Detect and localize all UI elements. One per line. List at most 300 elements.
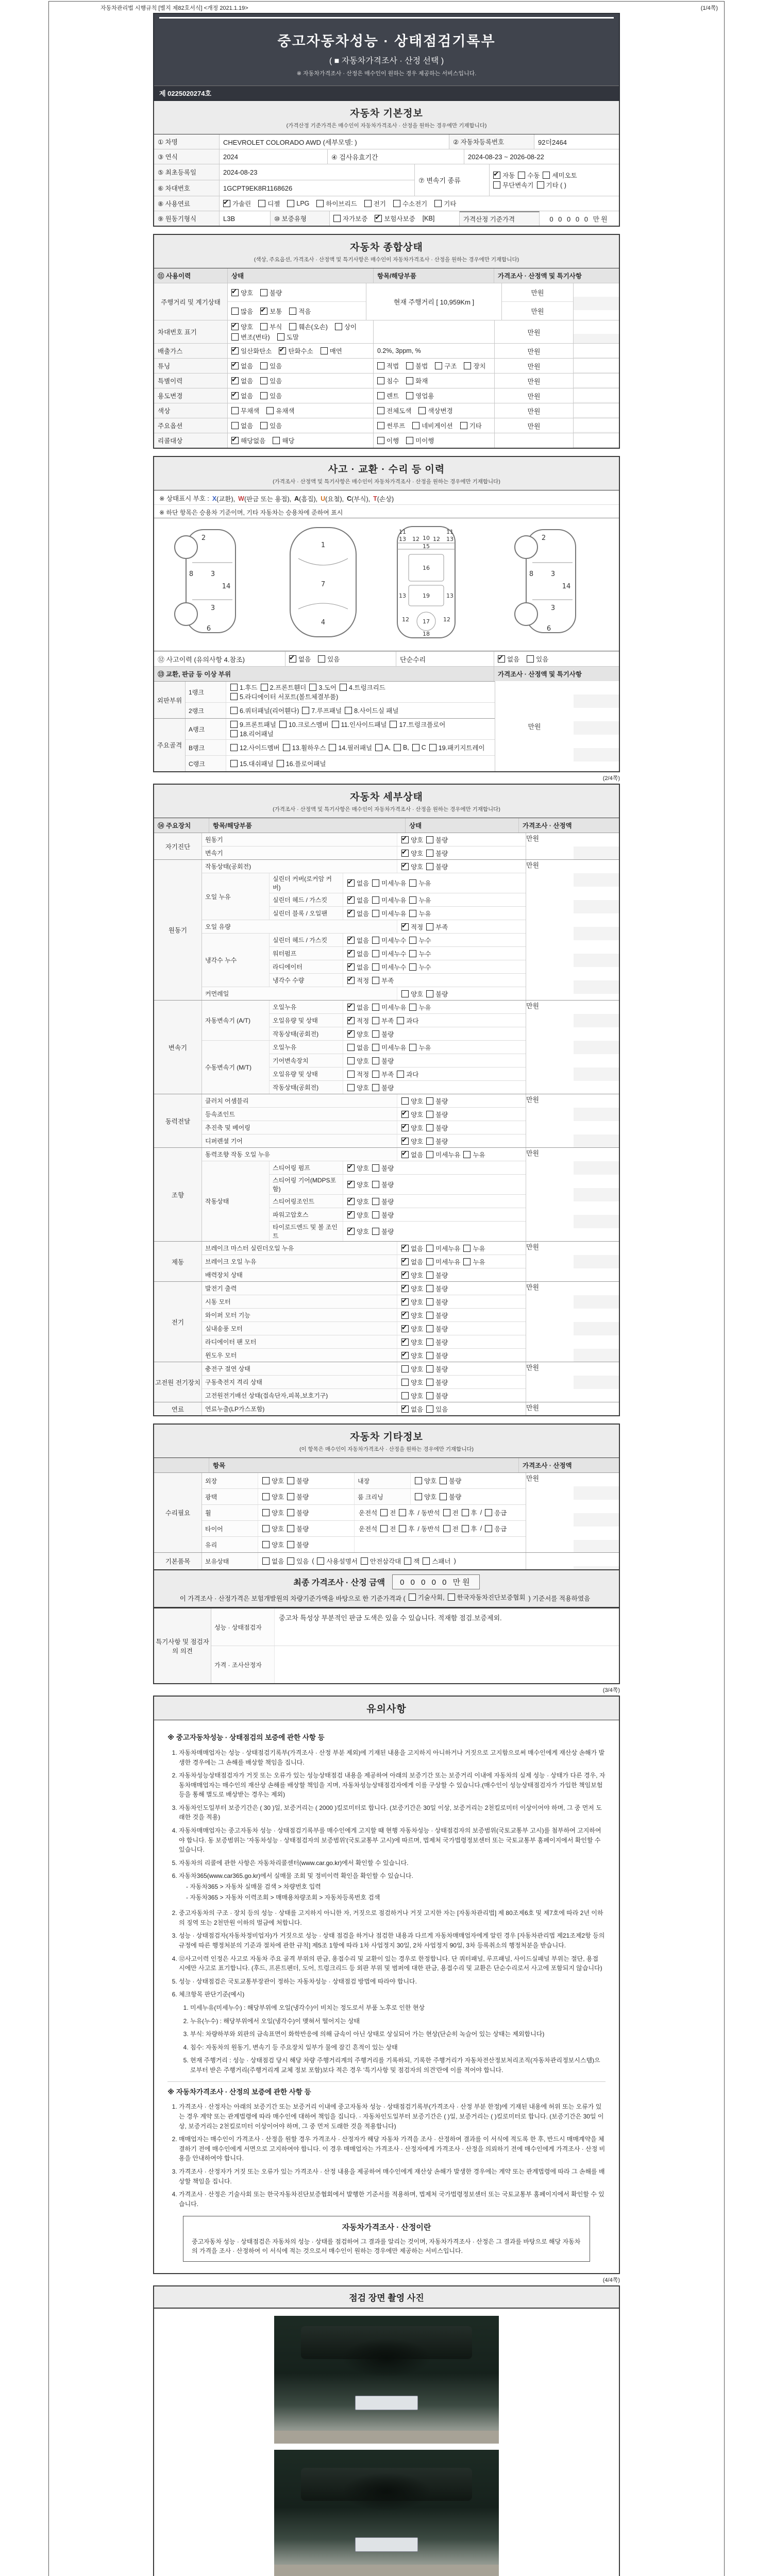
cell-text: (	[312, 1557, 314, 1565]
checked-checkbox-icon	[401, 1272, 409, 1279]
unchecked-checkbox-icon	[440, 1477, 447, 1484]
opinion-group	[154, 1607, 619, 1683]
check-option: 15.대쉬패널	[230, 759, 274, 768]
accident-history-row: ⑫ 사고이력 (유의사항 4.참조) ✔ 없음 있음 단순수리 ✔ 없음 있음	[154, 651, 619, 666]
item-status	[397, 1309, 526, 1321]
unchecked-checkbox-icon	[262, 1509, 270, 1516]
unchecked-checkbox-icon	[372, 1084, 379, 1091]
unchecked-checkbox-icon	[230, 684, 238, 691]
page-mark-2: (2/4쪽)	[602, 775, 620, 782]
notice-item: 3. 성능 · 상태점검자(자동차정비업자)가 거짓으로 성능 · 상태 점검을 하거나 점검한 내용과 다르게 자동차매매업자에게 알린 경우 [자동차관리법 제21조제2항 등의 규정에 따른 행정처분의 기준과 절차에 관한 규칙] 제5조 1항에 따라 1차 사업정지 30일, 2차 사업정지 90일, 3차 등록취소의 행정처분을 받습니다.	[179, 1931, 606, 1950]
cell-text: 운전석	[359, 1526, 378, 1533]
notice-section-head: ※ 중고자동차성능 · 상태점검의 보증에 관한 사항 등	[167, 1734, 325, 1741]
unchecked-checkbox-icon	[372, 1228, 379, 1235]
detail-row	[202, 987, 526, 1000]
table-row: 주요옵션 없음 있음 썬루프 네비게이션 기타 만원	[154, 418, 619, 433]
item-name: 타이로드엔드 및 볼 조인트	[270, 1222, 343, 1241]
svg-text:6: 6	[206, 625, 211, 633]
notice-list	[167, 1908, 606, 2075]
notice-item: 5. 자동차의 리콜에 관한 사항은 자동차리콜센터(www.car.go.kr)에서 확인할 수 있습니다.	[179, 1858, 606, 1868]
table-row: 리콜대상 ✔ 해당없음 해당 이행 미이행	[154, 433, 619, 448]
check-option: 있음	[260, 376, 282, 385]
check-option: 양호	[415, 1476, 436, 1485]
unchecked-checkbox-icon	[260, 323, 267, 330]
unchecked-checkbox-icon	[401, 1365, 409, 1372]
criteria-item: 2. 누유(누수) : 해당부위에서 오일(냉각수)이 맺혀서 떨어지는 상태	[190, 2016, 606, 2026]
check-option: 훼손(오손)	[289, 322, 328, 331]
unchecked-checkbox-icon	[317, 1557, 324, 1565]
unchecked-checkbox-icon	[393, 200, 400, 207]
checked-checkbox-icon	[401, 1405, 409, 1413]
section-other-info	[153, 1423, 620, 1684]
item-name: 브레이크 마스터 실린더오일 누유	[202, 1242, 397, 1255]
detail-row	[270, 893, 526, 906]
unchecked-checkbox-icon	[429, 744, 436, 751]
row-engine-type: ⑨ 원동기형식 L3B ⑩ 보증유형 자가보증 ✔ 보험사보증 [KB] 가격산정 기준가격 0 0 0 0 0 만원	[154, 211, 619, 226]
item-status	[397, 987, 526, 1000]
final-price-note	[154, 1590, 619, 1607]
check-option: 기타 ( )	[537, 180, 566, 190]
check-option: ✔ 양호	[401, 1337, 423, 1347]
row-model-year: ③ 연식 2024 ④ 검사유효기간 2024-08-23 ~ 2026-08-22	[154, 149, 619, 164]
detail-row	[202, 833, 526, 846]
svg-text:17: 17	[423, 618, 430, 625]
detail-row	[270, 1041, 526, 1054]
detail-row	[270, 1221, 526, 1241]
check-option: 전	[443, 1524, 459, 1533]
unchecked-checkbox-icon	[399, 1509, 406, 1516]
checked-checkbox-icon	[347, 1228, 355, 1235]
check-option: 8.사이드실 패널	[345, 706, 398, 715]
item-status	[397, 1242, 526, 1255]
unchecked-checkbox-icon	[397, 1071, 404, 1078]
unchecked-checkbox-icon	[401, 1379, 409, 1386]
item-name: 연료누출(LP가스포함)	[202, 1402, 397, 1415]
item-name: 클러치 어셈블리	[202, 1094, 397, 1107]
check-option: 4.트렁크리드	[340, 683, 385, 692]
item-name: 작동상태(공회전)	[270, 1081, 343, 1094]
unchecked-checkbox-icon	[377, 392, 384, 399]
unchecked-checkbox-icon	[287, 1525, 294, 1532]
check-option: 불량	[440, 1492, 461, 1501]
unchecked-checkbox-icon	[426, 1325, 433, 1332]
check-option: 불량	[426, 862, 448, 871]
unchecked-checkbox-icon	[464, 362, 471, 369]
check-option: 11.인사이드패널	[332, 720, 387, 729]
unchecked-checkbox-icon	[287, 1477, 294, 1484]
check-option: 불량	[440, 1476, 461, 1485]
check-option: 누유	[409, 895, 431, 905]
page-mark-3: (3/4쪽)	[602, 1687, 620, 1693]
check-option: 양호	[401, 1096, 423, 1106]
item-status	[397, 1322, 526, 1335]
unchecked-checkbox-icon	[426, 1124, 433, 1131]
svg-text:18: 18	[423, 631, 430, 637]
check-option: 있음	[260, 391, 282, 400]
check-option: ✔ 양호	[347, 1180, 369, 1189]
unchecked-checkbox-icon	[409, 1594, 416, 1601]
unchecked-checkbox-icon	[401, 1392, 409, 1399]
item-status	[397, 1282, 526, 1295]
final-price-value: 0 0 0 0 0 만원	[392, 1574, 480, 1589]
detail-row	[202, 1282, 526, 1295]
unchecked-checkbox-icon	[401, 990, 409, 997]
svg-text:2: 2	[541, 534, 546, 542]
group-price: 만원	[526, 1094, 574, 1147]
check-option: 누유	[463, 1244, 485, 1253]
detail-subgroup	[202, 1040, 526, 1094]
detail-row	[202, 846, 526, 859]
basic-info-title: 자동차 기본정보	[350, 108, 423, 119]
unchecked-checkbox-icon	[463, 1258, 470, 1265]
check-option: 3.도어	[309, 683, 337, 692]
check-option: ✔ 양호	[401, 1137, 423, 1146]
svg-text:15: 15	[423, 543, 430, 550]
check-option: 미세누유	[426, 1244, 460, 1253]
exchange-header-row: ⑬ 교환, 판금 등 이상 부위 가격조사 · 산정액 및 특기사항	[154, 666, 619, 681]
check-option: 양호	[262, 1540, 284, 1549]
check-option: ✔ 탄화수소	[279, 346, 313, 355]
svg-text:3: 3	[550, 570, 556, 578]
basic-info-note: (가격산정 기준가격은 매수인이 자동차가격조사 · 산정을 원하는 경우에만 기재합니다)	[286, 123, 487, 129]
item-status	[343, 1027, 526, 1040]
item-name: 동력조향 작동 오일 누유	[202, 1148, 397, 1161]
detail-group	[154, 1147, 619, 1241]
unchecked-checkbox-icon	[462, 1525, 469, 1532]
check-option: 불량	[426, 835, 448, 844]
unchecked-checkbox-icon	[372, 1181, 379, 1188]
detail-row	[202, 1335, 526, 1348]
unchecked-checkbox-icon	[380, 1509, 388, 1516]
check-option: 누유	[409, 878, 431, 888]
cell-text: )	[453, 1557, 456, 1565]
notice-item: 2. 중고자동차의 구조 · 장치 등의 성능 · 상태를 고지하지 아니한 자, 거짓으로 점검하거나 거짓 고지한 자는 [자동차관리법] 제 80조제6호 및 제7호에 따라 2년 이하의 징역 또는 2천만원 이하의 벌금에 처합니다.	[179, 1908, 606, 1927]
unchecked-checkbox-icon	[372, 1071, 379, 1078]
item-status	[343, 1175, 526, 1194]
check-option: 7.루프패널	[302, 706, 342, 715]
group-price: 만원	[526, 860, 574, 1000]
check-option: ✔ 양호	[347, 1197, 369, 1206]
opinion-who: 성능 · 상태점검자	[211, 1608, 275, 1646]
row-car-name: ① 차명 CHEVROLET COLORADO AWD (세부모델: ) ② 자동차등록번호 92더2464	[154, 134, 619, 149]
checked-checkbox-icon	[401, 1124, 409, 1131]
other-row	[202, 1504, 526, 1520]
unchecked-checkbox-icon	[426, 1405, 433, 1413]
item-name: 브레이크 오일 누유	[202, 1255, 397, 1268]
check-option: 기타	[460, 421, 482, 430]
checked-checkbox-icon	[347, 1164, 355, 1172]
detail-row	[270, 1001, 526, 1013]
unchecked-checkbox-icon	[333, 215, 341, 222]
check-option: 기술사회,	[409, 1592, 445, 1602]
unchecked-checkbox-icon	[262, 1493, 270, 1500]
checked-checkbox-icon	[347, 1181, 355, 1188]
check-option: 부족	[372, 1070, 394, 1079]
detail-row	[270, 946, 526, 960]
item-name: 유리	[202, 1537, 258, 1552]
check-option: ✔ 해당없음	[231, 436, 265, 445]
status-code: T (손상)	[373, 495, 394, 503]
check-option: 있음	[527, 654, 548, 664]
cell-text: 0.2%, 3ppm, %	[377, 347, 421, 354]
svg-text:1: 1	[321, 541, 326, 549]
check-option: ✔ 없음	[347, 878, 369, 888]
check-option: 적법	[377, 361, 399, 370]
item-name: 커먼레일	[202, 987, 397, 1000]
detail-subgroup	[202, 1001, 526, 1040]
svg-text:13: 13	[446, 592, 453, 599]
checked-checkbox-icon	[347, 879, 355, 887]
check-option: ✔ 양호	[401, 849, 423, 858]
detail-group	[154, 833, 619, 859]
simple-repair-options	[494, 652, 619, 666]
unchecked-checkbox-icon	[434, 200, 442, 207]
check-option: LPG	[287, 200, 309, 207]
check-option: ✔ 양호	[231, 322, 253, 331]
check-option: 13.휠하우스	[283, 743, 326, 752]
page-mark-1: (1/4쪽)	[700, 5, 718, 11]
other-table-body	[154, 1472, 619, 1569]
rank-table-body	[154, 681, 619, 771]
unchecked-checkbox-icon	[260, 362, 267, 369]
item-name: 외장	[202, 1473, 258, 1488]
detail-row	[202, 1321, 526, 1335]
item-name: 파워고압호스	[270, 1208, 343, 1221]
item-status	[343, 893, 526, 906]
unchecked-checkbox-icon	[289, 323, 296, 330]
warranty-type-options	[330, 211, 460, 226]
check-option: ✔ 일산화탄소	[231, 346, 272, 355]
check-option: 미세누유	[372, 1043, 406, 1052]
svg-text:3: 3	[550, 604, 556, 612]
unchecked-checkbox-icon	[231, 308, 239, 315]
item-status	[397, 860, 526, 873]
opinion-who: 가격 · 조사산정자	[211, 1646, 275, 1683]
detail-row	[202, 1308, 526, 1321]
check-option: 양호	[415, 1492, 436, 1501]
unchecked-checkbox-icon	[340, 684, 347, 691]
item-name: 변속기	[202, 846, 397, 859]
checked-checkbox-icon	[493, 172, 500, 179]
detail-header-row: ⑭ 주요장치 항목/해당부품 상태 가격조사 · 산정액	[154, 818, 619, 833]
unchecked-checkbox-icon	[409, 896, 416, 904]
other-header-row: 항목 가격조사 · 산정액	[154, 1458, 619, 1472]
status-code-legend: ※ 상태표시 부호 : X (교환), W (판금 또는 용접), A (흠집), U (요철), C (부식), T (손상)	[154, 490, 619, 505]
detail-row	[270, 1013, 526, 1027]
criteria-item: 1. 미세누유(미세누수) : 해당부위에 오일(냉각수)이 비치는 정도로서 부품 노후로 인한 현상	[190, 2003, 606, 2013]
unchecked-checkbox-icon	[406, 437, 413, 444]
check-option: ✔ 없음	[498, 654, 519, 664]
unchecked-checkbox-icon	[283, 744, 290, 751]
item-name: 배력장치 상태	[202, 1268, 397, 1281]
detail-table-body	[154, 833, 619, 1415]
item-status	[397, 1349, 526, 1362]
unchecked-checkbox-icon	[372, 1044, 379, 1051]
legend-line2: ※ 하단 항목은 승용차 기준이며, 기타 자동차는 승용차에 준하여 표시	[154, 505, 619, 518]
unchecked-checkbox-icon	[335, 323, 342, 330]
check-option: ✔ 양호	[401, 1110, 423, 1119]
check-option: ✔ 양호	[401, 835, 423, 844]
check-option: ✔ 적정	[347, 976, 369, 985]
unchecked-checkbox-icon	[364, 200, 372, 207]
item-status	[397, 1389, 526, 1402]
device-name: 제동	[154, 1242, 202, 1281]
check-option: 사용설명서	[317, 1556, 357, 1566]
item-status	[343, 1014, 526, 1027]
svg-text:11: 11	[399, 529, 406, 535]
unchecked-checkbox-icon	[347, 1071, 355, 1078]
cell-text: [KB]	[422, 215, 435, 222]
unchecked-checkbox-icon	[462, 1509, 469, 1516]
checked-checkbox-icon	[401, 1325, 409, 1332]
check-option: 세미오토	[543, 171, 577, 180]
detail-row	[270, 1174, 526, 1194]
unchecked-checkbox-icon	[262, 1557, 270, 1565]
rank-price: 만원	[495, 681, 574, 771]
unchecked-checkbox-icon	[372, 1030, 379, 1038]
unchecked-checkbox-icon	[302, 707, 309, 714]
detail-row	[202, 1268, 526, 1281]
check-option: 없음	[347, 1043, 369, 1052]
rank-row: C랭크 15.대쉬패널 16.플로어패널	[186, 755, 495, 771]
unchecked-checkbox-icon	[406, 362, 413, 369]
opinion-text	[275, 1646, 619, 1683]
unchecked-checkbox-icon	[321, 347, 328, 354]
notice-section-head: ※ 자동차가격조사 · 산정의 보증에 관한 사항 등	[167, 2081, 606, 2099]
check-option: ✔ 없음	[347, 949, 369, 958]
item-status	[343, 1081, 526, 1094]
group-price: 만원	[526, 1148, 574, 1241]
unchecked-checkbox-icon	[287, 1557, 294, 1565]
check-option: 누수	[409, 936, 431, 945]
device-name: 전기	[154, 1282, 202, 1362]
unchecked-checkbox-icon	[394, 744, 401, 751]
unchecked-checkbox-icon	[372, 910, 379, 917]
svg-text:12: 12	[433, 536, 440, 543]
check-option: 미세누유	[372, 895, 406, 905]
check-option: 미세누수	[372, 936, 406, 945]
unchecked-checkbox-icon	[543, 172, 550, 179]
notice-item: 1. 가격조사 · 산정자는 아래의 보증기간 또는 보증거리 이내에 중고자동차 성능 · 상태점검기록부(가격조사 · 산정 부분 한정)에 기재된 내용에 허위 또는 오류가 있는 경우 계약 또는 관계법령에 따라 매수인에 대하여 책임을 집니다. · 자동차인도일부터 보증기간은 ( )일, 보증거리는 ( )킬로미터로 합니다. (보증기간은 30일 이상, 보증거리는 2천킬로미터 이상이어야 하며, 그 중 먼저 도래한 것을 적용합니다)	[179, 2102, 606, 2131]
detail-group	[154, 1094, 619, 1147]
final-price-row	[154, 1569, 619, 1590]
unchecked-checkbox-icon	[409, 963, 416, 971]
item-name: 고전원전기배선 상태(접속단자,피복,보호기구)	[202, 1389, 397, 1402]
notice-body	[154, 1720, 619, 2273]
checked-checkbox-icon	[279, 347, 286, 354]
svg-text:3: 3	[210, 570, 215, 578]
svg-text:10: 10	[423, 535, 430, 541]
device-name: 원동기	[154, 860, 202, 1000]
item-name: 등속죠인트	[202, 1108, 397, 1121]
check-option: 누유	[409, 1043, 431, 1052]
detail-row	[270, 1054, 526, 1067]
group-price: 만원	[526, 1282, 574, 1362]
check-option: 19.패키지트레이	[429, 743, 485, 752]
detail-group	[154, 859, 619, 1000]
unchecked-checkbox-icon	[537, 181, 544, 189]
check-option: 12.사이드멤버	[230, 743, 280, 752]
svg-text:11: 11	[446, 529, 453, 535]
unchecked-checkbox-icon	[287, 1541, 294, 1548]
item-status	[343, 1195, 526, 1208]
check-option: 무채색	[231, 406, 259, 415]
item-status	[397, 1134, 526, 1147]
notice-item: 6. 자동차365(www.car365.go.kr)에서 실매물 조회 및 정비이력 확인을 확인할 수 있습니다. - 자동차365 > 자동차 실매물 검색 > 차량번호 입력 - 자동차365 > 자동차 이력조회 > 매매용차량조회 > 자동차등록번호 검색	[179, 1871, 606, 1902]
check-option: 불량	[426, 1123, 448, 1132]
item-status	[343, 947, 526, 960]
item-name: 실린더 커버(로커암 커버)	[270, 873, 343, 893]
item-name: 타이어	[202, 1521, 258, 1536]
notice-subitem: - 자동차365 > 자동차 이력조회 > 매매용차량조회 > 자동차등록번호 검색	[186, 1893, 380, 1901]
check-option: 불량	[426, 1297, 448, 1307]
unchecked-checkbox-icon	[426, 1285, 433, 1292]
unchecked-checkbox-icon	[372, 977, 379, 984]
unchecked-checkbox-icon	[372, 1057, 379, 1064]
checked-checkbox-icon	[231, 347, 239, 354]
check-option: 디젤	[258, 199, 280, 208]
cell-text: ) 기준서를 적용하였음	[528, 1595, 591, 1602]
check-option: 후	[399, 1524, 414, 1533]
section-notices	[153, 1696, 620, 2274]
device-name: 연료	[154, 1402, 202, 1415]
item-status	[343, 1067, 526, 1080]
checked-checkbox-icon	[401, 1151, 409, 1158]
check-option: 1.후드	[230, 683, 258, 692]
accident-history-options	[285, 652, 396, 666]
check-option: ✔ 없음	[401, 1404, 423, 1414]
unchecked-checkbox-icon	[409, 1044, 416, 1051]
detail-row	[270, 1208, 526, 1221]
check-option: 불량	[426, 1284, 448, 1293]
inspection-photo-2	[274, 2450, 499, 2576]
item-status	[397, 833, 526, 846]
check-option: 양호	[262, 1476, 284, 1485]
check-option: 없음	[231, 421, 253, 430]
device-name: 고전원 전기장치	[154, 1362, 202, 1402]
check-option: 16.플로어패널	[277, 759, 326, 768]
unchecked-checkbox-icon	[230, 744, 238, 751]
rank-row: 1랭크 1.후드 2.프론트휀더 3.도어 4.트렁크리드 5.라디에이터 서포트(볼트체결부품)	[186, 682, 495, 702]
unchecked-checkbox-icon	[443, 1525, 450, 1532]
unchecked-checkbox-icon	[426, 1138, 433, 1145]
checked-checkbox-icon	[347, 1211, 355, 1218]
table-row: 주행거리 및 계기상태 ✔ 양호 불량 많음 ✔ 보통 적음 현재 주행거리 [ 10,959Km ] 만원 만원	[154, 283, 619, 320]
check-option: 6.쿼터패널(리어휀다)	[230, 706, 299, 715]
check-option: 부족	[372, 1016, 394, 1025]
unchecked-checkbox-icon	[426, 850, 433, 857]
document-number: 제 0225020274호	[154, 86, 619, 100]
unchecked-checkbox-icon	[372, 1198, 379, 1205]
unchecked-checkbox-icon	[266, 407, 274, 414]
unchecked-checkbox-icon	[380, 1525, 388, 1532]
check-option: 하이브리드	[316, 199, 357, 208]
detail-group	[154, 1402, 619, 1415]
opinion-label: 특기사항 및 점검자의 의견	[154, 1608, 211, 1683]
check-option: 없음	[262, 1556, 284, 1566]
check-option: ✔ 적정	[401, 922, 423, 931]
unchecked-checkbox-icon	[377, 437, 384, 444]
check-option: 불량	[426, 1311, 448, 1320]
svg-text:14: 14	[222, 583, 231, 590]
check-option: 있음	[318, 654, 340, 664]
svg-text:8: 8	[529, 570, 534, 578]
checked-checkbox-icon	[401, 1245, 409, 1252]
unchecked-checkbox-icon	[443, 1509, 450, 1516]
rank-group: 외판부위 1랭크 1.후드 2.프론트휀더 3.도어 4.트렁크리드 5.라디에이터 서포트(볼트체결부품) 2랭크 6.쿼터패널(리어휀다) 7.루프패널 8.사이드실 패널	[154, 681, 495, 718]
check-option: ✔ 보험사보증	[375, 214, 415, 223]
device-name: 조향	[154, 1148, 202, 1241]
